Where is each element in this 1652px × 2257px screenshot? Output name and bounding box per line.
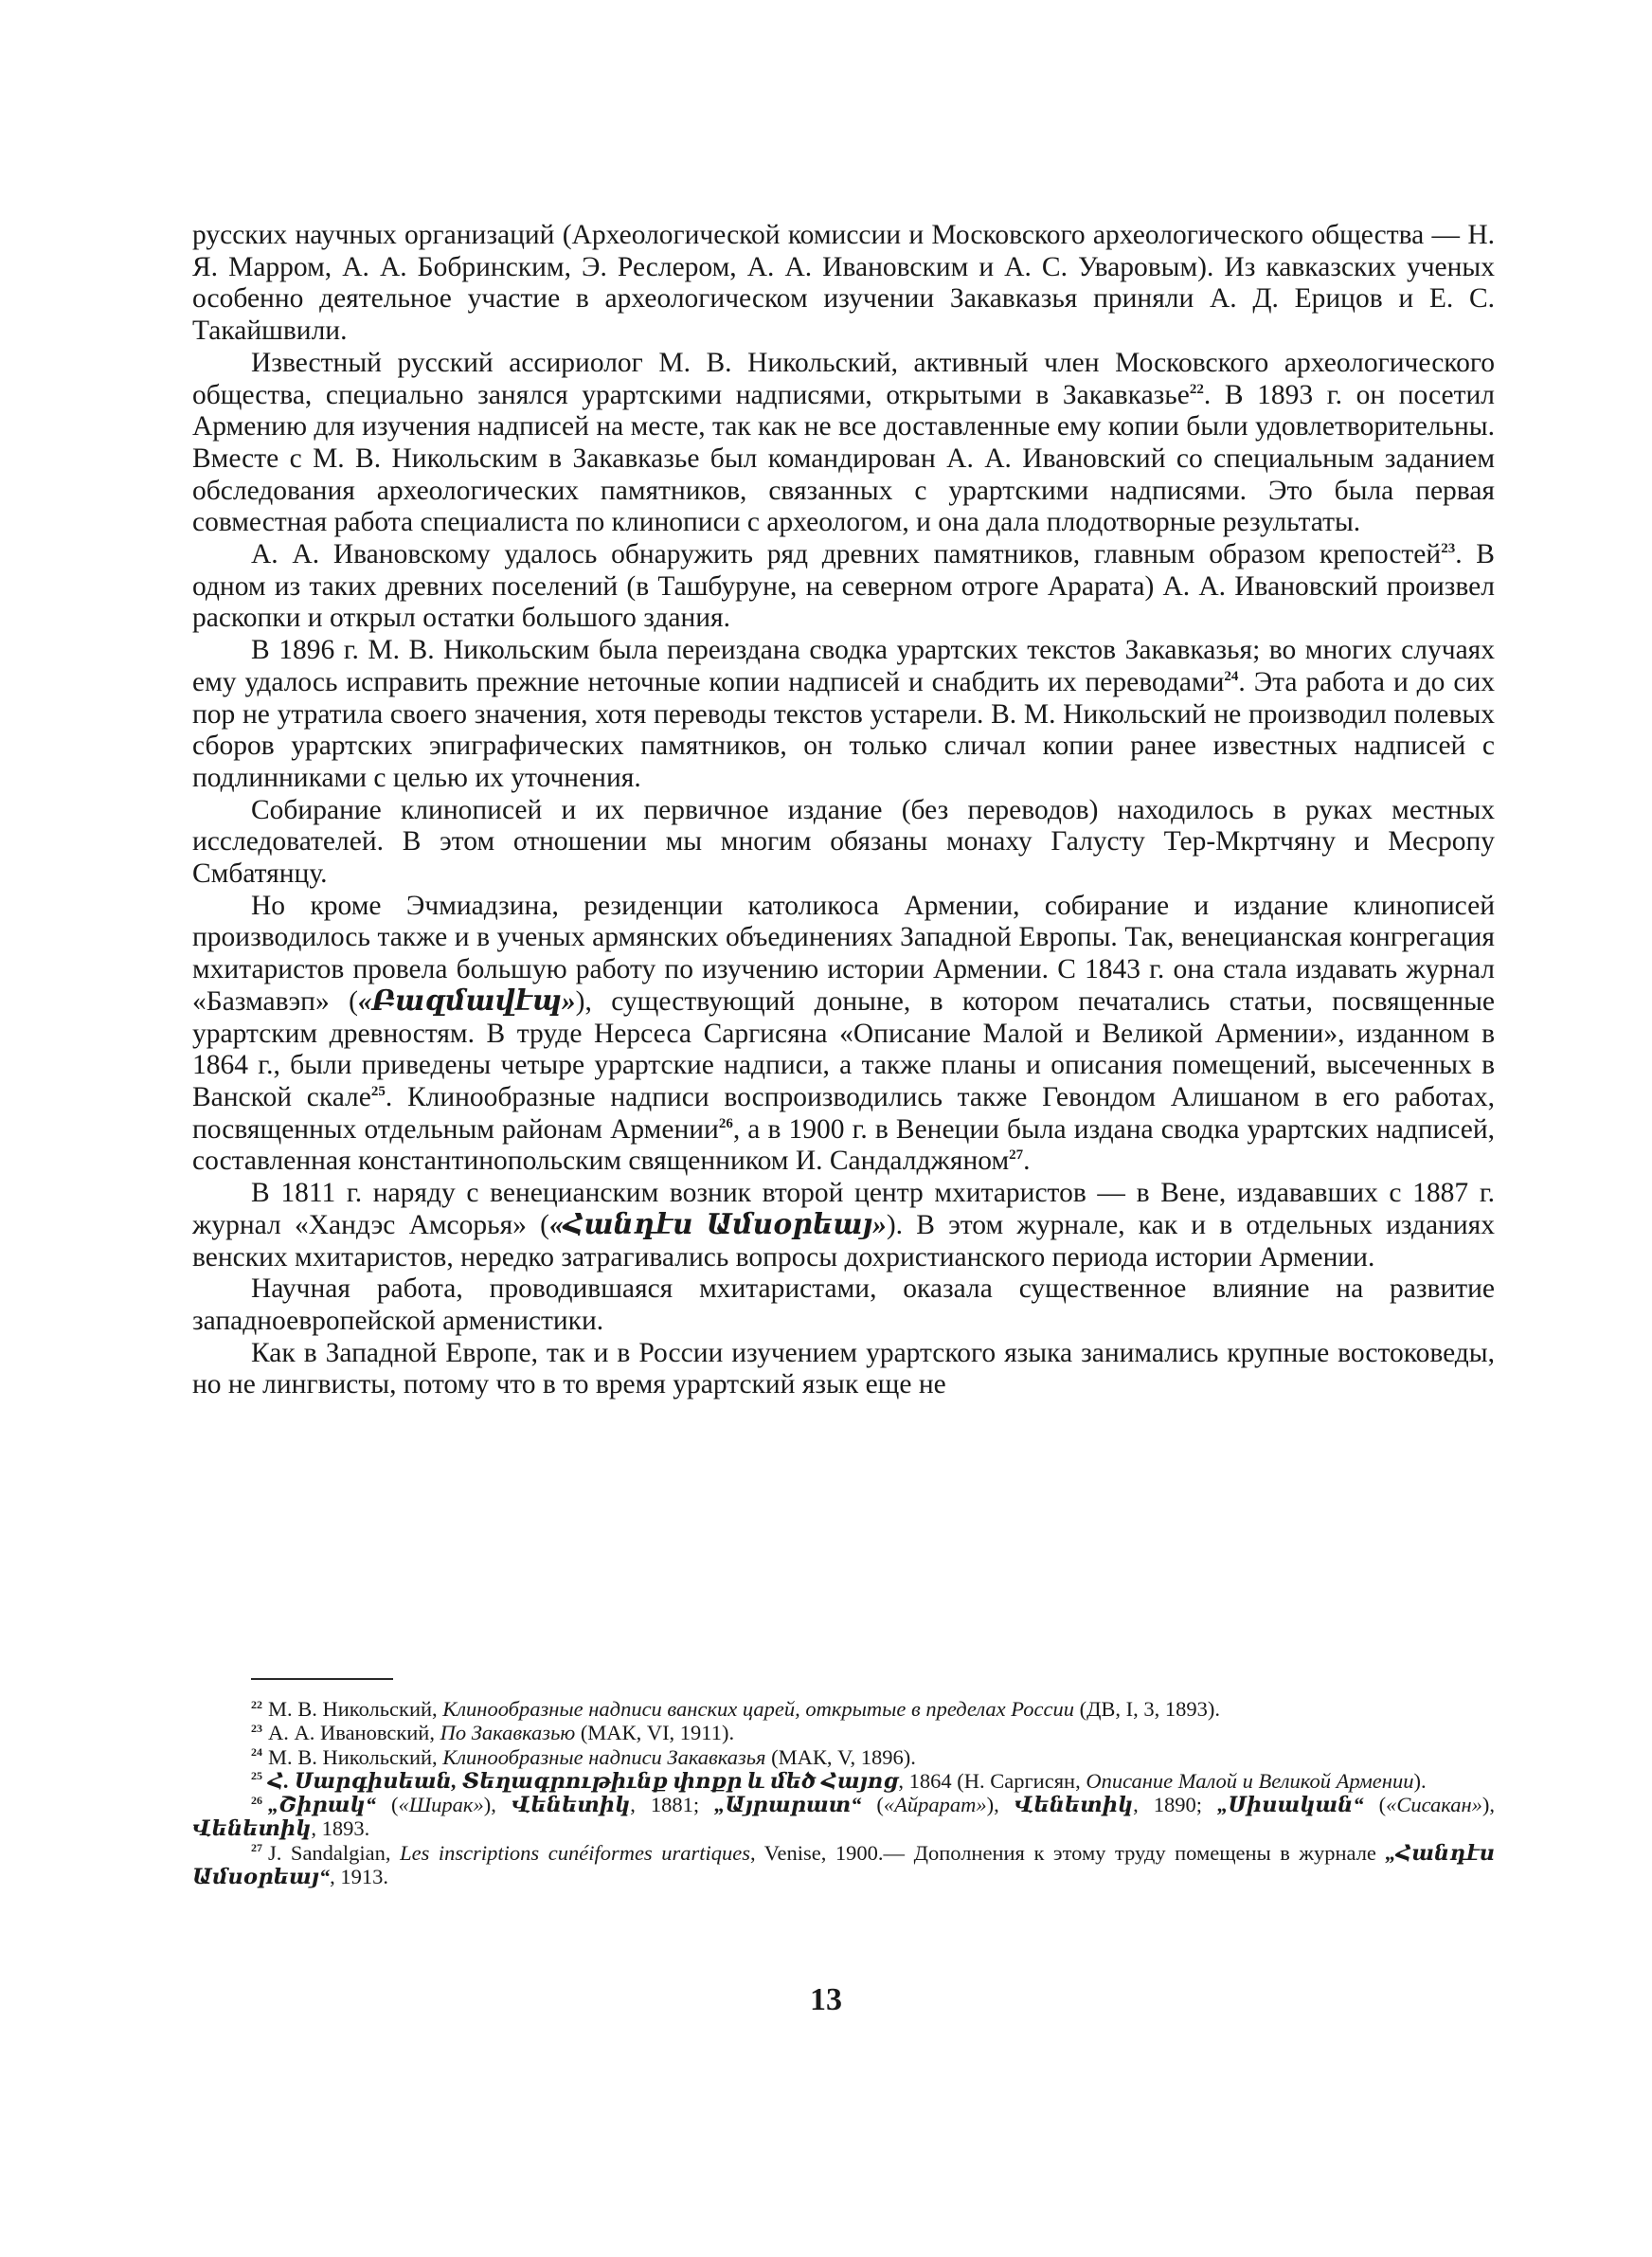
text-run: Известный русский ассириолог М. В. Никольский, активный член Московского археологического общества, специально занялся урартскими надписями, открытыми в Закавказье bbox=[192, 347, 1495, 410]
footnote-number: 22 bbox=[251, 1697, 262, 1711]
armenian-text: «Բազմավէպ» bbox=[357, 985, 576, 1017]
body-text bbox=[192, 220, 1495, 1401]
text-run: , 1864 (Н. Саргисян, bbox=[898, 1768, 1086, 1793]
page-number: 13 bbox=[810, 1982, 842, 2017]
footnote bbox=[192, 1697, 1495, 1721]
text-run: ). bbox=[1413, 1768, 1427, 1793]
italic-title: Клинообразные надписи Закавказья bbox=[442, 1744, 766, 1769]
paragraph bbox=[192, 1338, 1495, 1401]
text-run: Как в Западной Европе, так и в России изучением урартского языка занимались крупные востоковеды, но не лингвисты, потому что в то время урартский язык еще не bbox=[192, 1337, 1495, 1400]
text-run: В 1811 г. наряду с венецианским возник второй центр мхитаристов — в Вене, издававших с 1887 г. журнал «Хандэс Амсорья» ( bbox=[192, 1178, 1495, 1240]
italic-title: «Ширак» bbox=[398, 1793, 484, 1817]
footnote-ref: 24 bbox=[1224, 669, 1239, 685]
text-run: Но кроме Эчмиадзина, резиденции католикоса Армении, собирание и издание клинописей производилось также и в ученых армянских объединениях Западной Европы. Так, венецианская конгрегация мхитаристов провела большую работу по изучению истории Армении. С 1843 г. она стала издавать журнал «Базмавэп» ( bbox=[192, 890, 1495, 1017]
paragraph bbox=[192, 891, 1495, 1178]
text-run: . Клинообразные надписи воспроизводились также Гевондом Алишаном в его работах, посвященных отдельным районам Армении bbox=[192, 1081, 1495, 1145]
footnote-ref: 22 bbox=[1189, 381, 1204, 397]
text-run: В 1896 г. М. В. Никольским была переиздана сводка урартских текстов Закавказья; во многих случаях ему удалось исправить прежние неточные копии надписей и снабдить их переводами bbox=[192, 635, 1495, 697]
armenian-text: Վենետիկ bbox=[192, 1816, 312, 1841]
armenian-text: Վենետիկ bbox=[511, 1793, 631, 1817]
footnote-ref: 23 bbox=[1441, 541, 1456, 557]
text-run: ( bbox=[375, 1793, 399, 1817]
text-run: . В одном из таких древних поселений (в Ташбуруне, на северном отроге Арарата) А. А. Ивановский произвел раскопки и открыл остатки большого здания. bbox=[192, 539, 1495, 634]
paragraph bbox=[192, 635, 1495, 795]
paragraph bbox=[192, 348, 1495, 539]
text-run: J. Sandalgian, bbox=[268, 1840, 401, 1865]
text-run: М. В. Никольский, bbox=[268, 1744, 443, 1769]
text-run: , 1893. bbox=[311, 1816, 370, 1841]
footnote-ref: 27 bbox=[1009, 1147, 1024, 1164]
italic-title: «Сисакан» bbox=[1386, 1793, 1482, 1817]
paragraph bbox=[192, 795, 1495, 891]
armenian-text: «Հանդէս Ամսօրեայ» bbox=[548, 1209, 887, 1240]
main-text-column bbox=[192, 220, 1495, 1401]
text-run: , 1913. bbox=[330, 1865, 388, 1889]
text-run: . Эта работа и до сих пор не утратила своего значения, хотя переводы текстов устарели. В. М. Никольский не производил полевых сборов урартских эпиграфических памятников, он только сличал копии ранее известных надписей с подлинниками с целью их уточнения. bbox=[192, 666, 1495, 793]
text-run: ), существующий доныне, в котором печатались статьи, посвященные урартским древностям. В труде Нерсеса Саргисяна «Описание Малой и Великой Армении», изданном в 1864 г., были приведены четыре урартские надписи, а также планы и описания помещений, высеченных в Ванской скале bbox=[192, 985, 1495, 1112]
footnotes bbox=[192, 1697, 1495, 1888]
text-run: , а в 1900 г. в Венеции была издана сводка урартских надписей, составленная константинопольским священником И. Сандалджяном bbox=[192, 1113, 1495, 1177]
text-run: (МАК, V, 1896). bbox=[765, 1744, 916, 1769]
paragraph bbox=[192, 539, 1495, 635]
text-run: А. А. Ивановский, bbox=[268, 1721, 440, 1745]
italic-title: «Айрарат» bbox=[883, 1793, 987, 1817]
text-run: ( bbox=[861, 1793, 884, 1817]
text-run: ), bbox=[986, 1793, 1015, 1817]
footnote-number: 26 bbox=[251, 1793, 262, 1807]
text-run: , 1881; bbox=[630, 1793, 715, 1817]
text-run: Собирание клинописей и их первичное издание (без переводов) находилось в руках местных исследователей. В этом отношении мы многим обязаны монаху Галусту Тер-Мкртчяну и Месропу Смбатянцу. bbox=[192, 794, 1495, 890]
armenian-text: „Հանդէս Ամսօրեայ“ bbox=[192, 1840, 1495, 1889]
text-run: М. В. Никольский, bbox=[268, 1697, 443, 1721]
text-run: Научная работа, проводившаяся мхитаристами, оказала существенное влияние на развитие западноевропейской арменистики. bbox=[192, 1273, 1495, 1336]
armenian-text: „Այրարատ“ bbox=[714, 1793, 862, 1817]
text-run: , Venise, 1900.— Дополнения к этому труду помещены в журнале bbox=[750, 1840, 1386, 1865]
armenian-text: Վենետիկ bbox=[1014, 1793, 1134, 1817]
footnote bbox=[192, 1841, 1495, 1889]
text-run: ), bbox=[1481, 1793, 1496, 1817]
text-run: ), bbox=[483, 1793, 512, 1817]
italic-title: Les inscriptions cunéiformes urartiques bbox=[400, 1840, 750, 1865]
text-run: . bbox=[1023, 1146, 1031, 1177]
text-run: , 1890; bbox=[1133, 1793, 1218, 1817]
footnote bbox=[192, 1721, 1495, 1744]
armenian-text: „Սիսական“ bbox=[1217, 1793, 1364, 1817]
italic-title: По Закавказью bbox=[440, 1721, 576, 1745]
footnote bbox=[192, 1793, 1495, 1841]
armenian-text: „Շիրակ“ bbox=[268, 1793, 376, 1817]
footnote-number: 25 bbox=[251, 1769, 262, 1783]
paragraph bbox=[192, 220, 1495, 348]
footnote-number: 27 bbox=[251, 1841, 262, 1855]
text-run: . В 1893 г. он посетил Армению для изучения надписей на месте, так как не все доставленные ему копии были удовлетворительны. Вместе с М. В. Никольским в Закавказье был командирован А. А. Ивановский со специальным заданием обследования археологических памятников, связанных с урартскими надписями. Это была первая совместная работа специалиста по клинописи с археологом, и она дала плодотворные результаты. bbox=[192, 379, 1495, 538]
footnote-separator bbox=[251, 1678, 393, 1680]
footnote bbox=[192, 1745, 1495, 1769]
footnote-number: 24 bbox=[251, 1745, 262, 1760]
paragraph bbox=[192, 1178, 1495, 1273]
paragraph bbox=[192, 1273, 1495, 1337]
text-run: ). В этом журнале, как и в отдельных изданиях венских мхитаристов, нередко затрагивались вопросы дохристианского периода истории Армении. bbox=[192, 1209, 1496, 1273]
text-run: (ДВ, I, 3, 1893). bbox=[1073, 1697, 1221, 1721]
footnote-number: 23 bbox=[251, 1721, 262, 1735]
text-run: ( bbox=[1363, 1793, 1387, 1817]
italic-title: Описание Малой и Великой Армении bbox=[1086, 1768, 1414, 1793]
italic-title: Клинообразные надписи ванских царей, открытые в пределах России bbox=[442, 1697, 1074, 1721]
text-run: А. А. Ивановскому удалось обнаружить ряд древних памятников, главным образом крепостей bbox=[251, 539, 1442, 570]
footnote bbox=[192, 1769, 1495, 1793]
text-run: русских научных организаций (Археологической комиссии и Московского археологического общества — Н. Я. Марром, А. А. Бобринским, Э. Реслером, А. А. Ивановским и А. С. Уваровым). Из кавказских ученых особенно деятельное участие в археологическом изучении Закавказья приняли А. Д. Ерицов и Е. С. Такайшвили. bbox=[192, 220, 1495, 347]
footnote-ref: 25 bbox=[370, 1084, 386, 1100]
armenian-text: Հ. Սարգիսեան, Տեղագրութիւնք փոքր և մեծ Հայոց bbox=[268, 1768, 899, 1793]
footnote-ref: 26 bbox=[718, 1115, 733, 1131]
text-run: (МАК, VI, 1911). bbox=[575, 1721, 735, 1745]
